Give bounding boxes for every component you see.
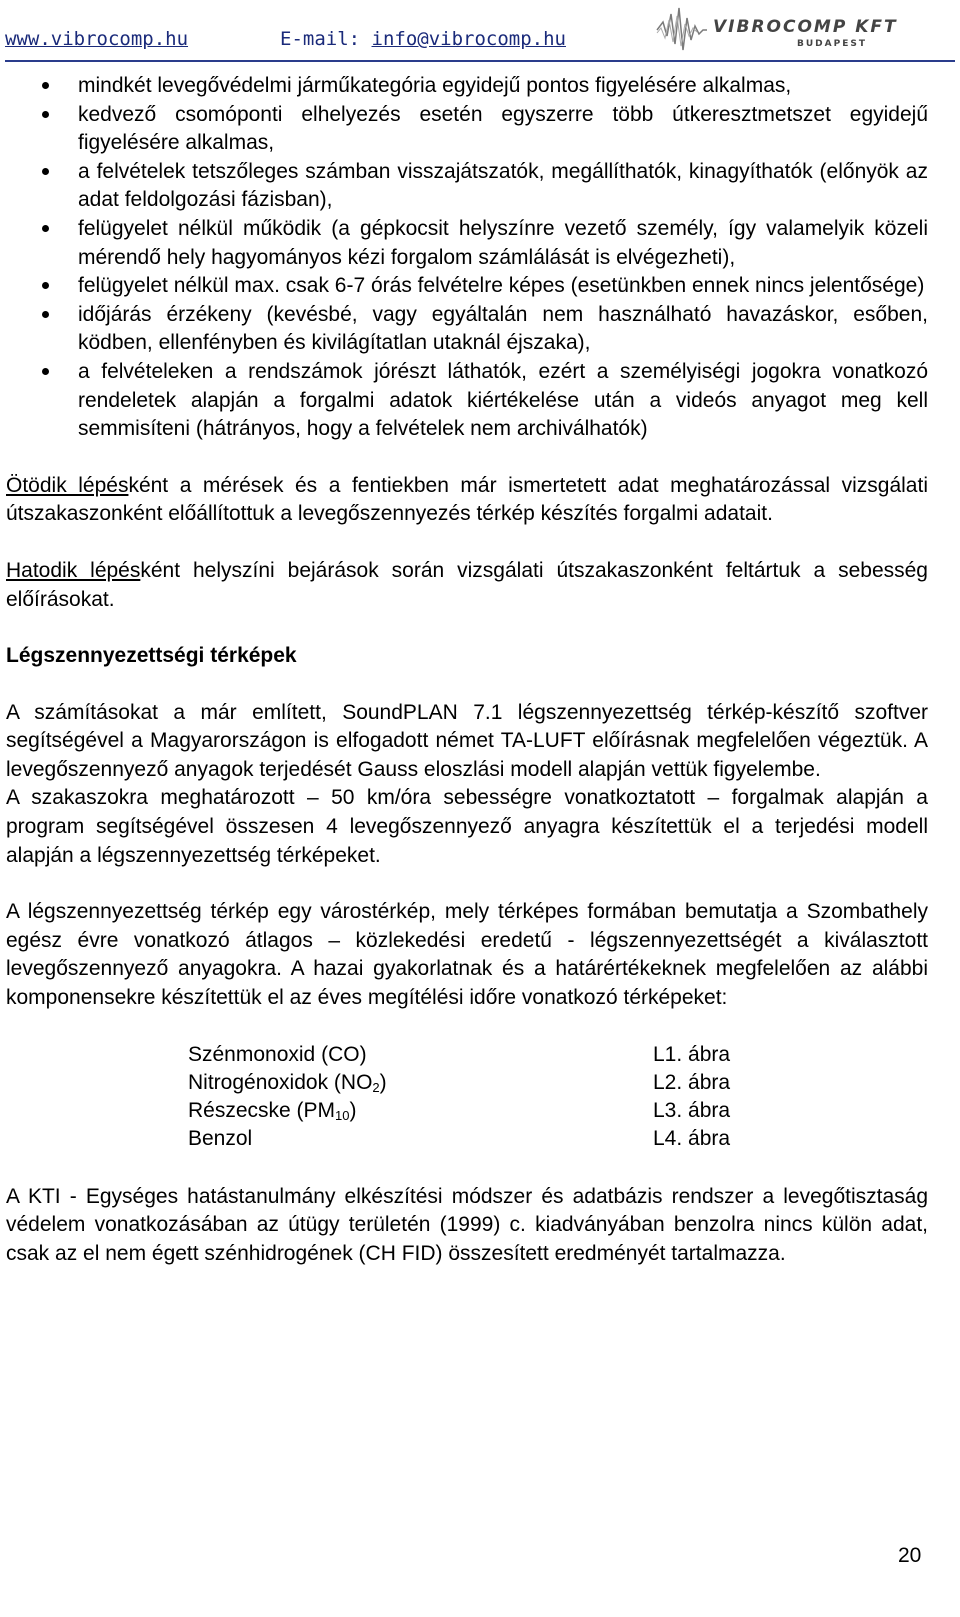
figure-ref: L4. ábra (653, 1126, 731, 1150)
bullet-icon (42, 311, 49, 318)
list-item: a felvételeken a rendszámok jórészt láthatók, ezért a személyiségi jogokra vonatkozó rendeletek alapján a forgalmi adatok kiértékelése után a videós anyagot meg kell semmisíteni (hátrányos, hogy a felvételek nem archiválhatók) (6, 358, 928, 444)
table-row (6, 1041, 928, 1070)
component-name: Nitrogénoxidok $(NO_2)$ (188, 1070, 387, 1095)
document-body (6, 72, 928, 1268)
bullet-icon (42, 282, 49, 289)
bullet-icon (42, 168, 49, 175)
email-label: E-mail: (280, 28, 372, 50)
fifth-step-label: Ötödik lépés (6, 473, 129, 497)
website-link[interactable]: www.vibrocomp.hu (5, 28, 189, 50)
paragraph-kti: A KTI - Egységes hatástanulmány elkészítési módszer és adatbázis rendszer a levegőtisztaság védelem vonatkozásában az útügy területén (1999) c. kiadványában benzolra nincs külön adat, csak az el nem égett szénhidrogének (CH FID) összesített eredményét tartalmazza. (6, 1184, 928, 1265)
page-header (0, 0, 960, 62)
svg-text:VIBROCOMP KFT: VIBROCOMP KFT (713, 17, 898, 37)
table-row (6, 1097, 928, 1126)
list-item: időjárás érzékeny (kevésbé, vagy egyáltalán nem használható havazáskor, esőben, ködben, ellenfényben és kivilágítatlan utaknál éjszaka), (6, 301, 928, 358)
paragraph-sixth-step: Hatodik lépésként helyszíni bejárások során vizsgálati útszakaszonként feltártuk a sebesség előírásokat. (6, 558, 928, 611)
bullet-icon (42, 368, 49, 375)
sixth-step-label: Hatodik lépés (6, 558, 141, 582)
figure-ref: L1. ábra (653, 1042, 731, 1066)
paragraph-fifth-step: Ötödik lépésként a mérések és a fentiekben már ismertetett adat meghatározással vizsgálati útszakaszonként előállítottuk a levegőszennyezés térkép készítés forgalmi adatait. (6, 473, 928, 526)
component-name: Részecske $(PM_{10})$ (188, 1098, 357, 1123)
list-item: felügyelet nélkül működik (a gépkocsit helyszínre vezető személy, így valamelyik közeli mérendő hely hagyományos kézi forgalom számlálását is elvégezheti), (6, 215, 928, 272)
list-item: kedvező csomóponti elhelyezés esetén egyszerre több útkeresztmetszet egyidejű figyelésére alkalmas, (6, 101, 928, 158)
advantages-list (6, 72, 928, 444)
bullet-icon (42, 111, 49, 118)
bullet-icon (42, 82, 49, 89)
section-heading: Légszennyezettségi térképek (6, 644, 297, 668)
bullet-icon (42, 225, 49, 232)
email-link[interactable]: info@vibrocomp.hu (371, 28, 566, 50)
list-item: felügyelet nélkül max. csak 6-7 órás felvételre képes (esetünkben ennek nincs jelentősége) (6, 272, 928, 301)
component-name: Szénmonoxid (CO) (188, 1042, 367, 1066)
table-row (6, 1069, 928, 1098)
table-row (6, 1125, 928, 1154)
paragraph-soundplan: A számításokat a már említett, SoundPLAN 7.1 légszennyezettség térkép-készítő szoftver segítségével a Magyarországon is elfogadott német TA-LUFT előírásnak megfelelően végeztük. A levegőszennyező anyagok terjedését Gauss eloszlási modell alapján vettük figyelembe. (6, 700, 928, 781)
components-table (6, 1041, 928, 1157)
list-item: mindkét levegővédelmi járműkategória egyidejű pontos figyelésére alkalmas, (6, 72, 928, 101)
header-rule (5, 60, 955, 62)
figure-ref: L2. ábra (653, 1070, 731, 1094)
email-line (280, 28, 566, 50)
page-number: 20 (898, 1544, 922, 1567)
paragraph-sections: A szakaszokra meghatározott – 50 km/óra sebességre vonatkoztatott – forgalmak alapján a program segítségével összesen 4 levegőszennyező anyagra készítettük el a terjedési modell alapján a légszennyezettség térképeket. (6, 786, 928, 867)
component-name: Benzol (188, 1126, 253, 1150)
svg-text:BUDAPEST: BUDAPEST (797, 39, 867, 49)
list-item: a felvételek tetszőleges számban visszajátszatók, megállíthatók, kinagyíthatók (előnyök az adat feldolgozási fázisban), (6, 158, 928, 215)
figure-ref: L3. ábra (653, 1098, 731, 1122)
paragraph-map-description: A légszennyezettség térkép egy várostérkép, mely térképes formában bemutatja a Szombathely egész évre vonatkozó átlagos – közlekedési eredetű - légszennyezettségét a kiválasztott levegőszennyező anyagokra. A hazai gyakorlatnak és a határértékeknek megfelelően az alábbi komponensekre készítettük el az éves megítélési időre vonatkozó térképeket: (6, 900, 928, 1010)
vibrocomp-logo (655, 0, 955, 62)
